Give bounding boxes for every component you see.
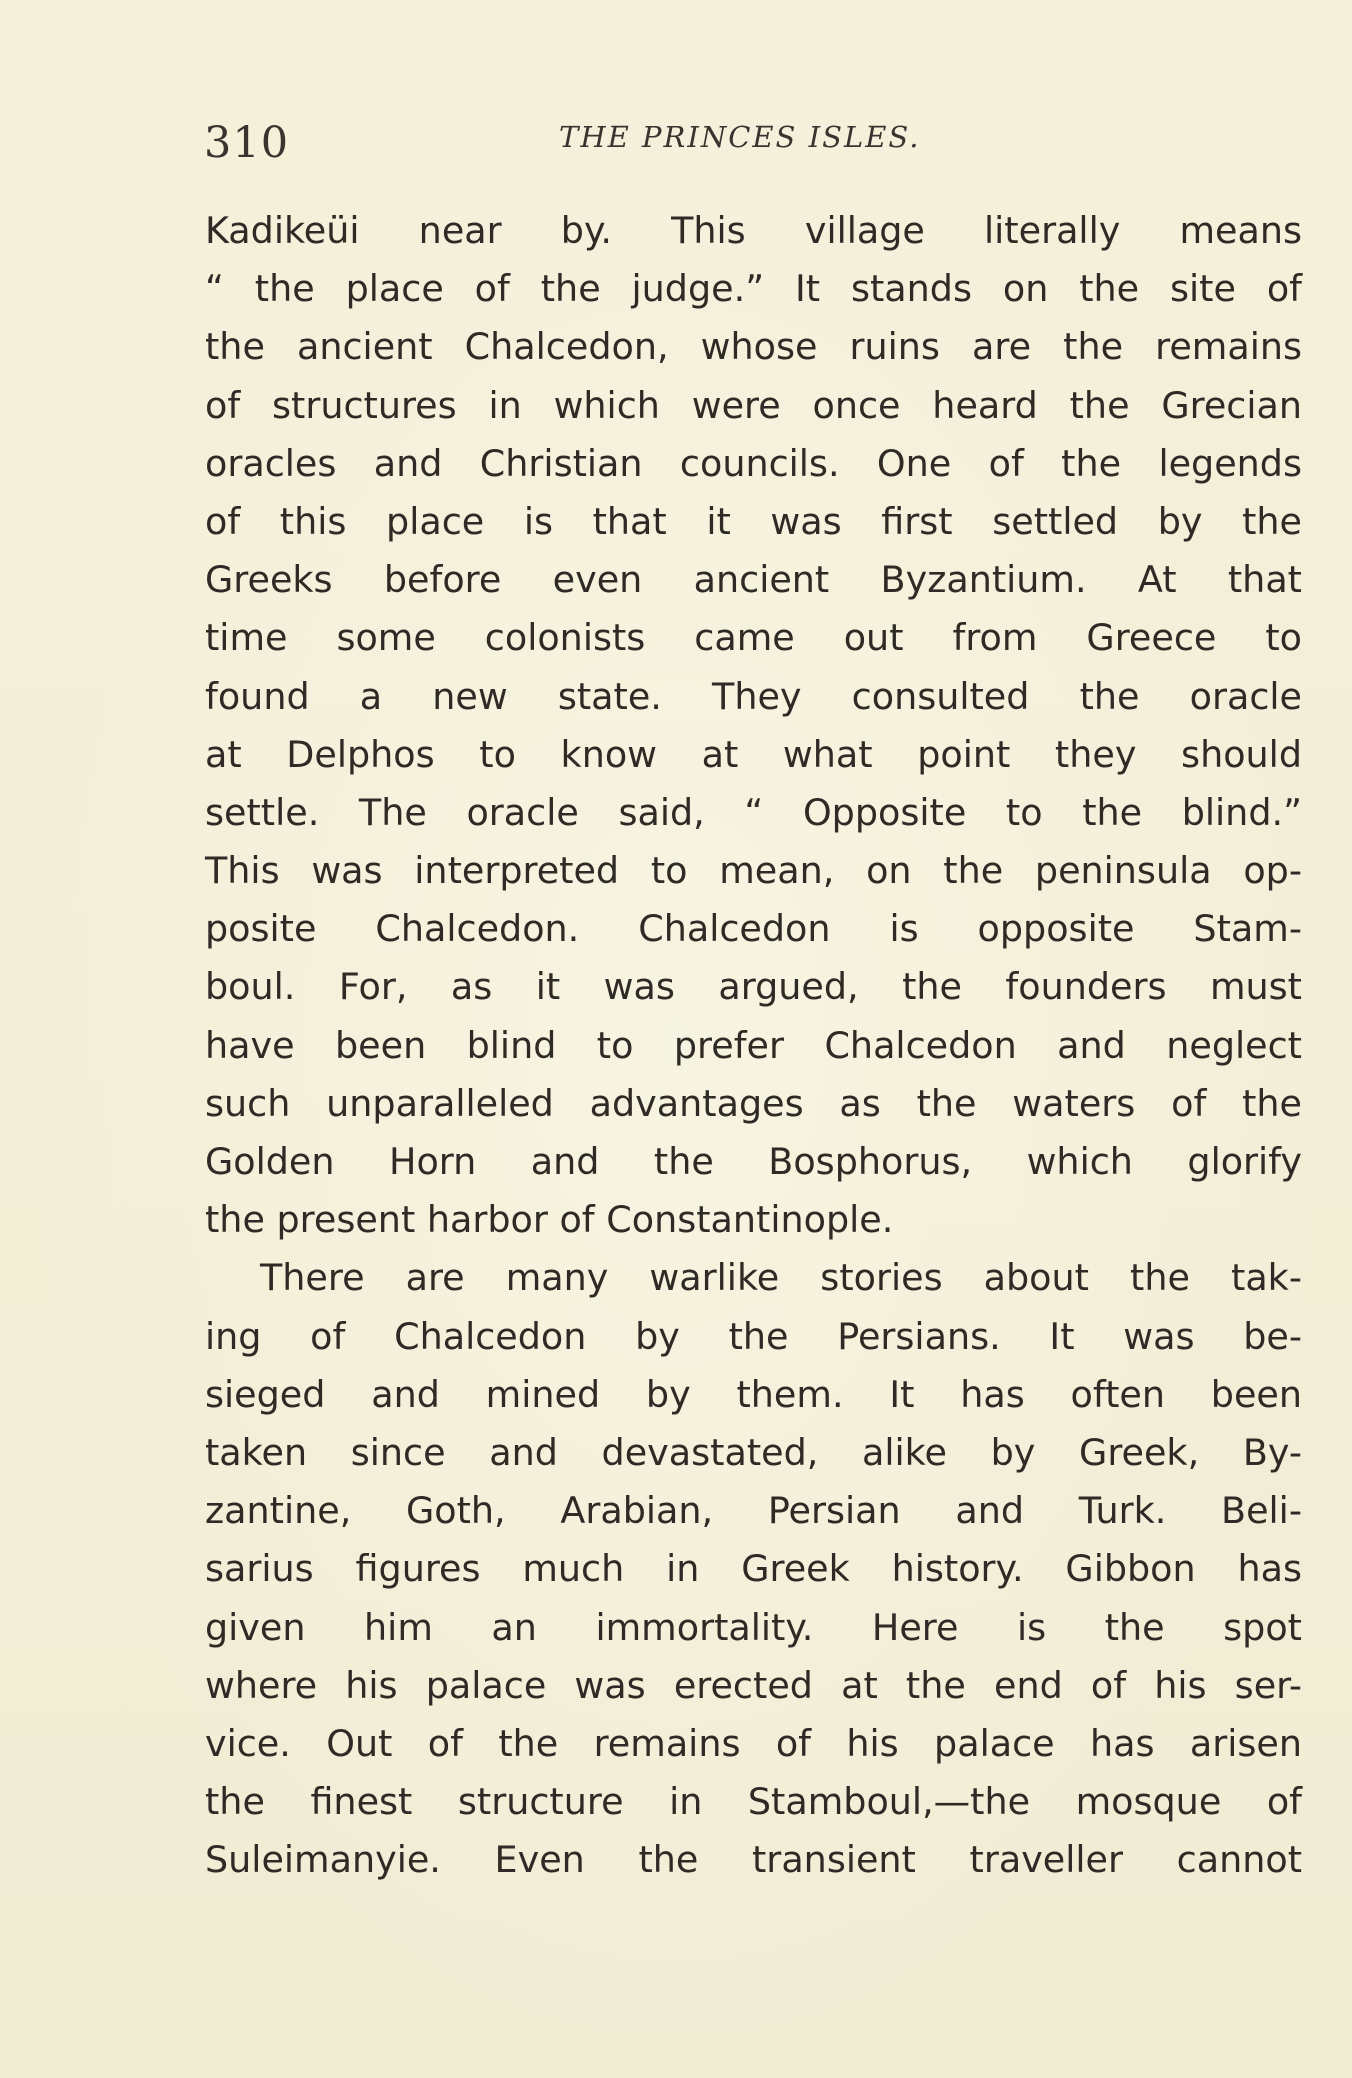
text-line: of this place is that it was first settled by the — [205, 499, 1302, 543]
body-text — [205, 202, 1302, 1889]
text-line: where his palace was erected at the end of his ser- — [205, 1663, 1302, 1707]
text-line: Suleimanyie. Even the transient traveller cannot — [205, 1838, 1302, 1882]
text-line: have been blind to prefer Chalcedon and neglect — [205, 1023, 1302, 1067]
text-line: oracles and Christian councils. One of the legends — [205, 441, 1302, 485]
running-head: THE PRINCES ISLES. — [559, 120, 921, 154]
page-header — [204, 112, 1298, 182]
text-line: of structures in which were once heard the Grecian — [205, 383, 1302, 427]
text-line: settle. The oracle said, “ Opposite to the blind.” — [205, 790, 1302, 834]
text-line: sieged and mined by them. It has often been — [205, 1372, 1302, 1416]
text-line: ing of Chalcedon by the Persians. It was be- — [205, 1314, 1302, 1358]
text-line: “ the place of the judge.” It stands on the site of — [205, 267, 1302, 311]
text-line: sarius figures much in Greek history. Gibbon has — [205, 1547, 1302, 1591]
text-line: boul. For, as it was argued, the founders must — [205, 965, 1302, 1009]
text-line: such unparalleled advantages as the waters of the — [205, 1081, 1302, 1125]
text-line: posite Chalcedon. Chalcedon is opposite Stam- — [205, 907, 1302, 951]
text-line: There are many warlike stories about the tak- — [260, 1256, 1302, 1300]
text-line: given him an immortality. Here is the spot — [205, 1605, 1302, 1649]
text-line: zantine, Goth, Arabian, Persian and Turk. Beli- — [205, 1489, 1302, 1533]
text-line: the finest structure in Stamboul,—the mosque of — [205, 1780, 1302, 1824]
text-line: found a new state. They consulted the oracle — [205, 674, 1302, 718]
text-line: the ancient Chalcedon, whose ruins are the remains — [205, 325, 1302, 369]
text-line: Kadikeüi near by. This village literally means — [205, 209, 1302, 252]
text-line: at Delphos to know at what point they should — [205, 732, 1302, 776]
text-line: vice. Out of the remains of his palace has arisen — [205, 1721, 1302, 1765]
page-number: 310 — [204, 118, 290, 168]
text-line: This was interpreted to mean, on the peninsula op- — [205, 849, 1302, 893]
text-line: time some colonists came out from Greece to — [205, 616, 1302, 660]
text-line: Golden Horn and the Bosphorus, which glorify — [205, 1140, 1302, 1183]
text-line: the present harbor of Constantinople. — [205, 1198, 894, 1242]
text-line: Greeks before even ancient Byzantium. At that — [205, 558, 1302, 602]
text-line: taken since and devastated, alike by Greek, By- — [205, 1430, 1302, 1474]
